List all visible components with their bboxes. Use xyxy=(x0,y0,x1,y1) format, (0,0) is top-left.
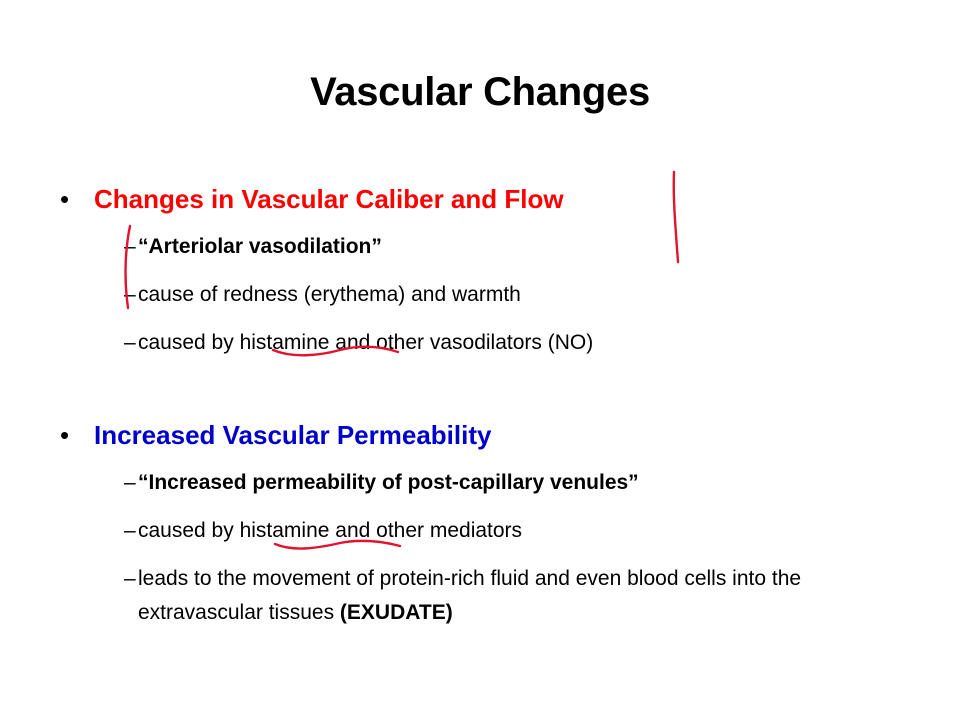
sub-item-text: “Arteriolar vasodilation” xyxy=(138,235,382,258)
dash-marker: – xyxy=(124,283,136,306)
dash-marker: – xyxy=(124,567,136,590)
sub-item-text: caused by histamine and other vasodilators (NO) xyxy=(138,331,594,354)
dash-marker: – xyxy=(124,235,136,258)
sub-item-text: “Increased permeability of post-capillary venules” xyxy=(138,471,639,494)
section-heading: Increased Vascular Permeability xyxy=(94,420,492,450)
sub-item-text: leads to the movement of protein-rich fluid and even blood cells into the extravascular tissues (EXUDATE) xyxy=(138,567,802,624)
sub-item-text: caused by histamine and other mediators xyxy=(138,519,523,542)
bullet-dot: • xyxy=(60,420,70,450)
bullet-dot: • xyxy=(60,184,70,214)
dash-marker: – xyxy=(124,471,136,494)
dash-marker: – xyxy=(124,519,136,542)
sub-item-text: cause of redness (erythema) and warmth xyxy=(138,283,521,306)
section-heading: Changes in Vascular Caliber and Flow xyxy=(94,184,564,214)
dash-marker: – xyxy=(124,331,136,354)
slide-title: Vascular Changes xyxy=(310,70,650,114)
